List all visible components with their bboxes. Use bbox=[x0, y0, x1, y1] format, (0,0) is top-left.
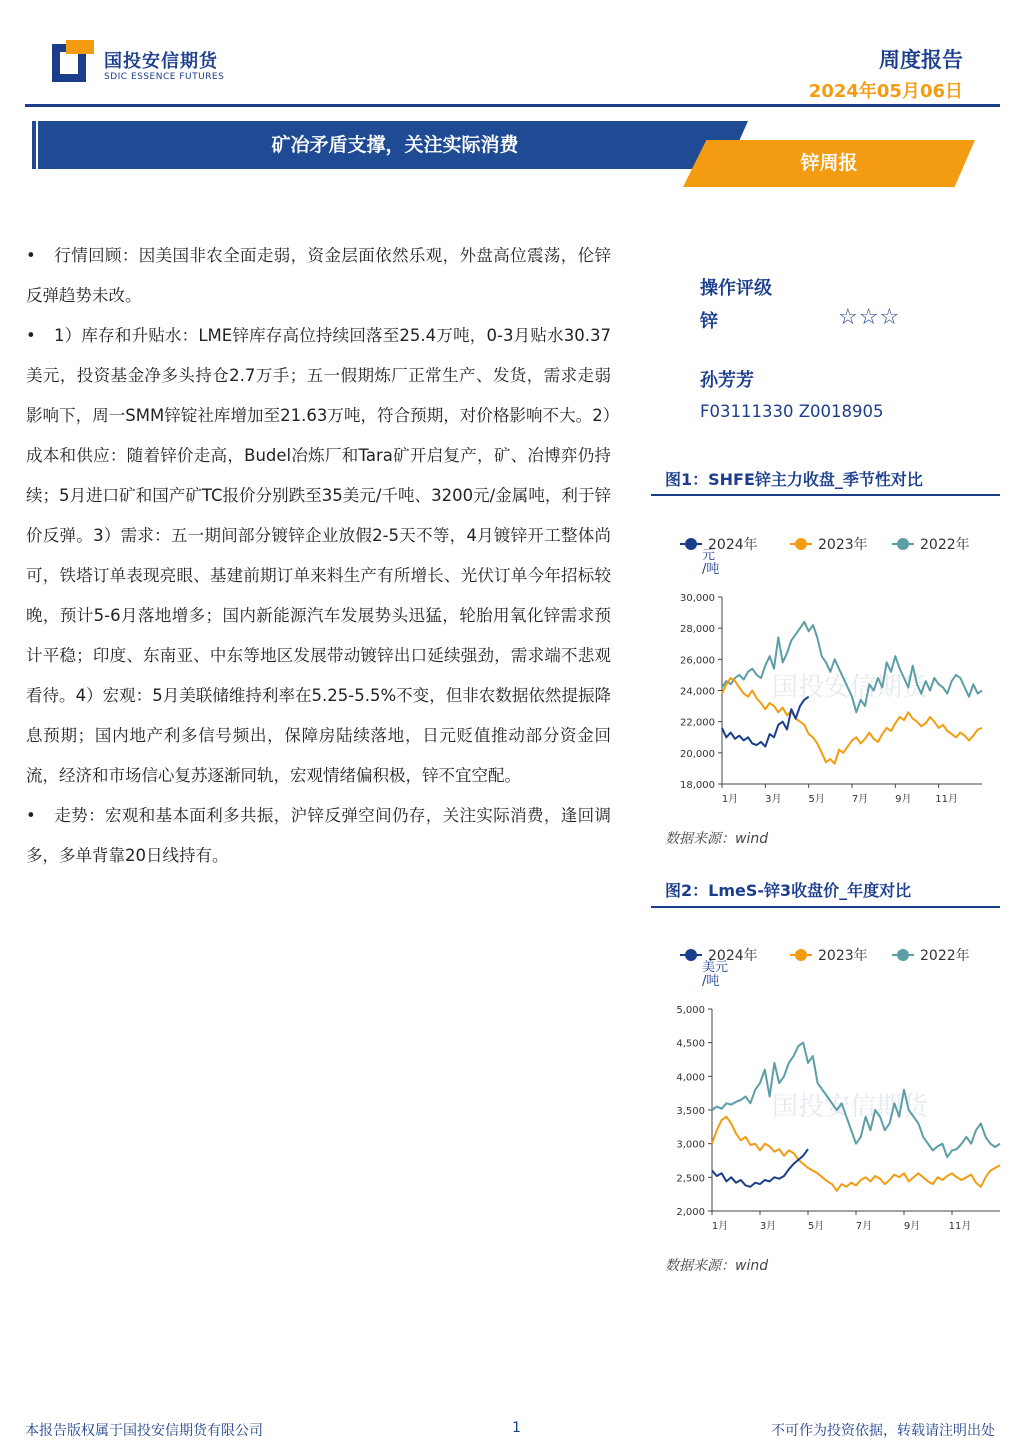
analyst-name: 孙芳芳 bbox=[700, 370, 754, 391]
legend-label: 2022年 bbox=[920, 948, 970, 964]
legend-marker bbox=[897, 538, 909, 550]
y-tick-label: 3,500 bbox=[676, 1106, 705, 1117]
bullet-icon: • bbox=[26, 326, 36, 345]
paragraph-text: 行情回顾：因美国非农全面走弱，资金层面依然乐观，外盘高位震荡，伦锌反弹趋势未改。 bbox=[26, 246, 611, 305]
paragraph-text: 走势：宏观和基本面利多共振，沪锌反弹空间仍存，关注实际消费，逢回调多，多单背靠20日线持有。 bbox=[26, 806, 611, 865]
report-body bbox=[26, 236, 611, 876]
figure-1-chart bbox=[652, 525, 1002, 815]
watermark-text: 国投安信期货 bbox=[772, 672, 929, 703]
figure-2-divider bbox=[651, 906, 1000, 908]
y-unit-label: 元 bbox=[702, 548, 716, 563]
x-tick-label: 7月 bbox=[851, 794, 869, 805]
y-tick-label: 30,000 bbox=[680, 593, 715, 604]
figure-1-source: 数据来源：wind bbox=[665, 831, 769, 847]
series-line bbox=[712, 1117, 1000, 1191]
report-title: 矿冶矛盾支撑，关注实际消费 bbox=[271, 134, 519, 156]
figure-2-title: 图2：LmeS-锌3收盘价_年度对比 bbox=[665, 881, 912, 900]
y-tick-label: 2,500 bbox=[676, 1173, 705, 1185]
legend-label: 2024年 bbox=[708, 948, 758, 964]
report-tag: 锌周报 bbox=[800, 152, 858, 174]
series-line bbox=[722, 622, 982, 712]
rating-label: 操作评级 bbox=[700, 278, 772, 299]
paragraph-text: 1）库存和升贴水：LME锌库存高位持续回落至25.4万吨，0-3月贴水30.37美元，投资基金净多头持仓2.7万手；五一假期炼厂正常生产、发货，需求走弱影响下，周一SMM锌锭社库增加至21.63万吨，符合预期，对价格影响不大。2）成本和供应：随着锌价走高，Budel冶炼厂和Tara矿开启复产，矿、冶博弈仍持续；5月进口矿和国产矿TC报价分别跌至35美元/千吨、3200元/金属吨，利于锌价反弹。3）需求：五一期间部分镀锌企业放假2-5天不等，4月镀锌开工整体尚可，铁塔订单表现亮眼、基建前期订单来料生产有所增长、光伏订单今年招标较晚，预计5-6月落地增多；国内新能源汽车发展势头迅猛，轮胎用氧化锌需求预计平稳；印度、东南亚、中东等地区发展带动镀锌出口延续强劲，需求端不悲观看待。4）宏观：5月美联储维持利率在5.25-5.5%不变，但非农数据依然提振降息预期；国内地产利多信号频出，保障房陆续落地，日元贬值推动部分资金回流，经济和市场信心复苏逐渐同轨，宏观情绪偏积极，锌不宜空配。 bbox=[26, 326, 611, 785]
report-date: 2024年05月06日 bbox=[808, 81, 963, 102]
rating-stars-icon: ☆☆☆ bbox=[838, 305, 901, 330]
company-name-cn: 国投安信期货 bbox=[104, 51, 218, 72]
x-tick-label: 1月 bbox=[721, 794, 739, 805]
title-banner-stripe bbox=[32, 121, 36, 169]
paragraph-market-review bbox=[26, 236, 611, 316]
legend-marker bbox=[795, 949, 807, 961]
footer-copyright: 本报告版权属于国投安信期货有限公司 bbox=[25, 1423, 263, 1439]
legend-label: 2023年 bbox=[818, 537, 868, 553]
figure-2-chart bbox=[652, 938, 1002, 1238]
bullet-icon: • bbox=[26, 806, 36, 825]
y-tick-label: 22,000 bbox=[680, 717, 715, 729]
series-line bbox=[722, 697, 809, 747]
x-tick-label: 5月 bbox=[808, 794, 825, 805]
paragraph-analysis bbox=[26, 316, 611, 796]
header-divider bbox=[25, 104, 1000, 107]
y-unit-label: 美元 bbox=[702, 960, 729, 975]
legend-label: 2022年 bbox=[920, 537, 970, 553]
company-logo-icon bbox=[52, 40, 94, 82]
x-tick-label: 11月 bbox=[935, 794, 959, 805]
legend-marker bbox=[795, 538, 807, 550]
x-tick-label: 1月 bbox=[711, 1221, 729, 1232]
x-tick-label: 5月 bbox=[807, 1221, 825, 1232]
y-tick-label: 28,000 bbox=[680, 624, 715, 636]
bullet-icon: • bbox=[26, 246, 36, 265]
y-tick-label: 4,500 bbox=[676, 1038, 705, 1050]
y-tick-label: 3,000 bbox=[676, 1139, 705, 1151]
legend-marker bbox=[685, 949, 697, 961]
y-tick-label: 2,000 bbox=[676, 1207, 705, 1218]
company-name-en: SDIC ESSENCE FUTURES bbox=[104, 72, 225, 82]
paragraph-trend bbox=[26, 796, 611, 876]
y-tick-label: 4,000 bbox=[676, 1072, 705, 1084]
y-tick-label: 26,000 bbox=[680, 655, 715, 667]
legend-marker bbox=[685, 538, 697, 550]
y-tick-label: 24,000 bbox=[680, 686, 715, 698]
page-number: 1 bbox=[512, 1420, 521, 1436]
legend-label: 2023年 bbox=[818, 948, 868, 964]
figure-2-source: 数据来源：wind bbox=[665, 1258, 769, 1274]
y-unit-label: /吨 bbox=[702, 974, 720, 989]
y-tick-label: 5,000 bbox=[676, 1005, 705, 1016]
footer-disclaimer: 不可作为投资依据，转载请注明出处 bbox=[771, 1423, 995, 1439]
x-tick-label: 3月 bbox=[759, 1221, 777, 1232]
x-tick-label: 9月 bbox=[903, 1221, 921, 1232]
x-tick-label: 9月 bbox=[895, 794, 912, 805]
y-tick-label: 18,000 bbox=[680, 780, 715, 791]
legend-marker bbox=[897, 949, 909, 961]
legend-label: 2024年 bbox=[708, 537, 758, 553]
figure-1-title: 图1：SHFE锌主力收盘_季节性对比 bbox=[665, 470, 923, 489]
y-tick-label: 20,000 bbox=[680, 748, 715, 760]
figure-1-divider bbox=[651, 494, 1000, 496]
x-tick-label: 7月 bbox=[855, 1221, 873, 1232]
rating-metal: 锌 bbox=[700, 311, 718, 332]
analyst-license: F03111330 Z0018905 bbox=[700, 402, 884, 421]
x-tick-label: 3月 bbox=[765, 794, 782, 805]
y-unit-label: /吨 bbox=[702, 562, 720, 577]
report-type: 周度报告 bbox=[879, 48, 963, 72]
x-tick-label: 11月 bbox=[948, 1221, 972, 1232]
watermark-text: 国投安信期货 bbox=[772, 1092, 929, 1122]
